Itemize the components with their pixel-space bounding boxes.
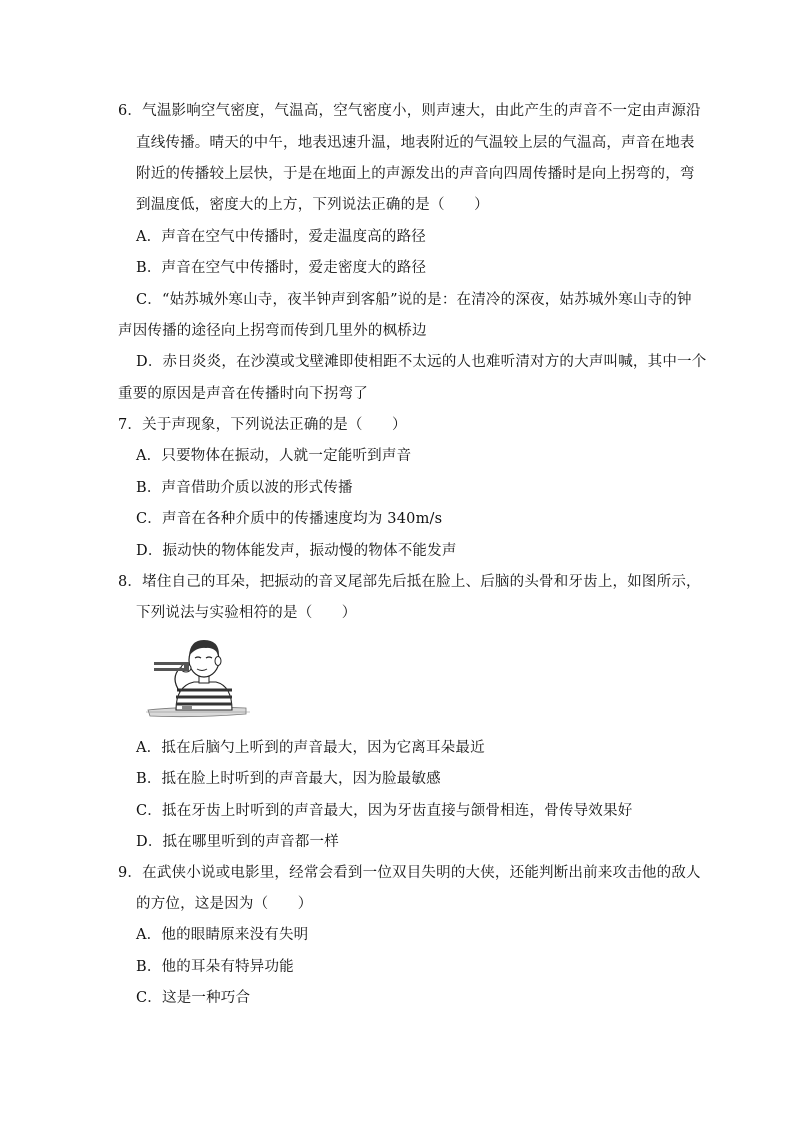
q9-option-c: C．这是一种巧合 — [136, 990, 251, 1006]
q6-option-a: A．声音在空气中传播时，爱走温度高的路径 — [136, 229, 426, 245]
q8-option-b: B．抵在脸上时听到的声音最大，因为脸最敏感 — [136, 771, 441, 787]
q6-option-c-line2: 声因传播的途径向上拐弯而传到几里外的枫桥边 — [118, 323, 427, 339]
q6-option-d-line1: D．赤日炎炎，在沙漠或戈壁滩即使相距不太远的人也难听清对方的大声叫喊，其中一个 — [136, 354, 707, 370]
q7-option-b: B．声音借助介质以波的形式传播 — [136, 480, 353, 496]
q7-option-c: C．声音在各种介质中的传播速度均为 340m/s — [136, 511, 443, 527]
q6-stem-line1: 6．气温影响空气密度，气温高，空气密度小，则声速大，由此产生的声音不一定由声源沿 — [118, 103, 701, 119]
q6-option-d-line2: 重要的原因是声音在传播时向下拐弯了 — [118, 386, 368, 402]
q9-stem-line2: 的方位，这是因为（ ） — [136, 896, 313, 912]
q9-option-b: B．他的耳朵有特异功能 — [136, 959, 294, 975]
q8-option-c: C．抵在牙齿上时听到的声音最大，因为牙齿直接与颌骨相连，骨传导效果好 — [136, 803, 633, 819]
q6-option-b: B．声音在空气中传播时，爱走密度大的路径 — [136, 260, 427, 276]
q6-option-c-line1: C．“姑苏城外寒山寺，夜半钟声到客船”说的是：在清冷的深夜，姑苏城外寒山寺的钟 — [136, 292, 692, 308]
q8-stem-line1: 8．堵住自己的耳朵，把振动的音叉尾部先后抵在脸上、后脑的头骨和牙齿上，如图所示， — [118, 574, 701, 590]
q8-option-d: D．抵在哪里听到的声音都一样 — [136, 834, 339, 850]
boy-tuning-fork-icon — [146, 628, 250, 720]
q9-stem-line1: 9．在武侠小说或电影里，经常会看到一位双目失明的大侠，还能判断出前来攻击他的敌人 — [118, 865, 701, 881]
q7-stem: 7．关于声现象，下列说法正确的是（ ） — [118, 417, 407, 433]
q6-stem-line2: 直线传播。晴天的中午，地表迅速升温，地表附近的气温较上层的气温高，声音在地表 — [136, 135, 695, 151]
q6-stem-line4: 到温度低，密度大的上方，下列说法正确的是（ ） — [136, 197, 489, 213]
q7-option-d: D．振动快的物体能发声，振动慢的物体不能发声 — [136, 543, 457, 559]
q8-stem-line2: 下列说法与实验相符的是（ ） — [136, 605, 357, 621]
q8-option-a: A．抵在后脑勺上听到的声音最大，因为它离耳朵最近 — [136, 740, 485, 756]
q6-stem-line3: 附近的传播较上层快，于是在地面上的声源发出的声音向四周传播时是向上拐弯的，弯 — [136, 166, 695, 182]
q9-option-a: A．他的眼睛原来没有失明 — [136, 927, 309, 943]
boy-tuning-fork-illustration — [146, 628, 250, 720]
q7-option-a: A．只要物体在振动，人就一定能听到声音 — [136, 448, 412, 464]
